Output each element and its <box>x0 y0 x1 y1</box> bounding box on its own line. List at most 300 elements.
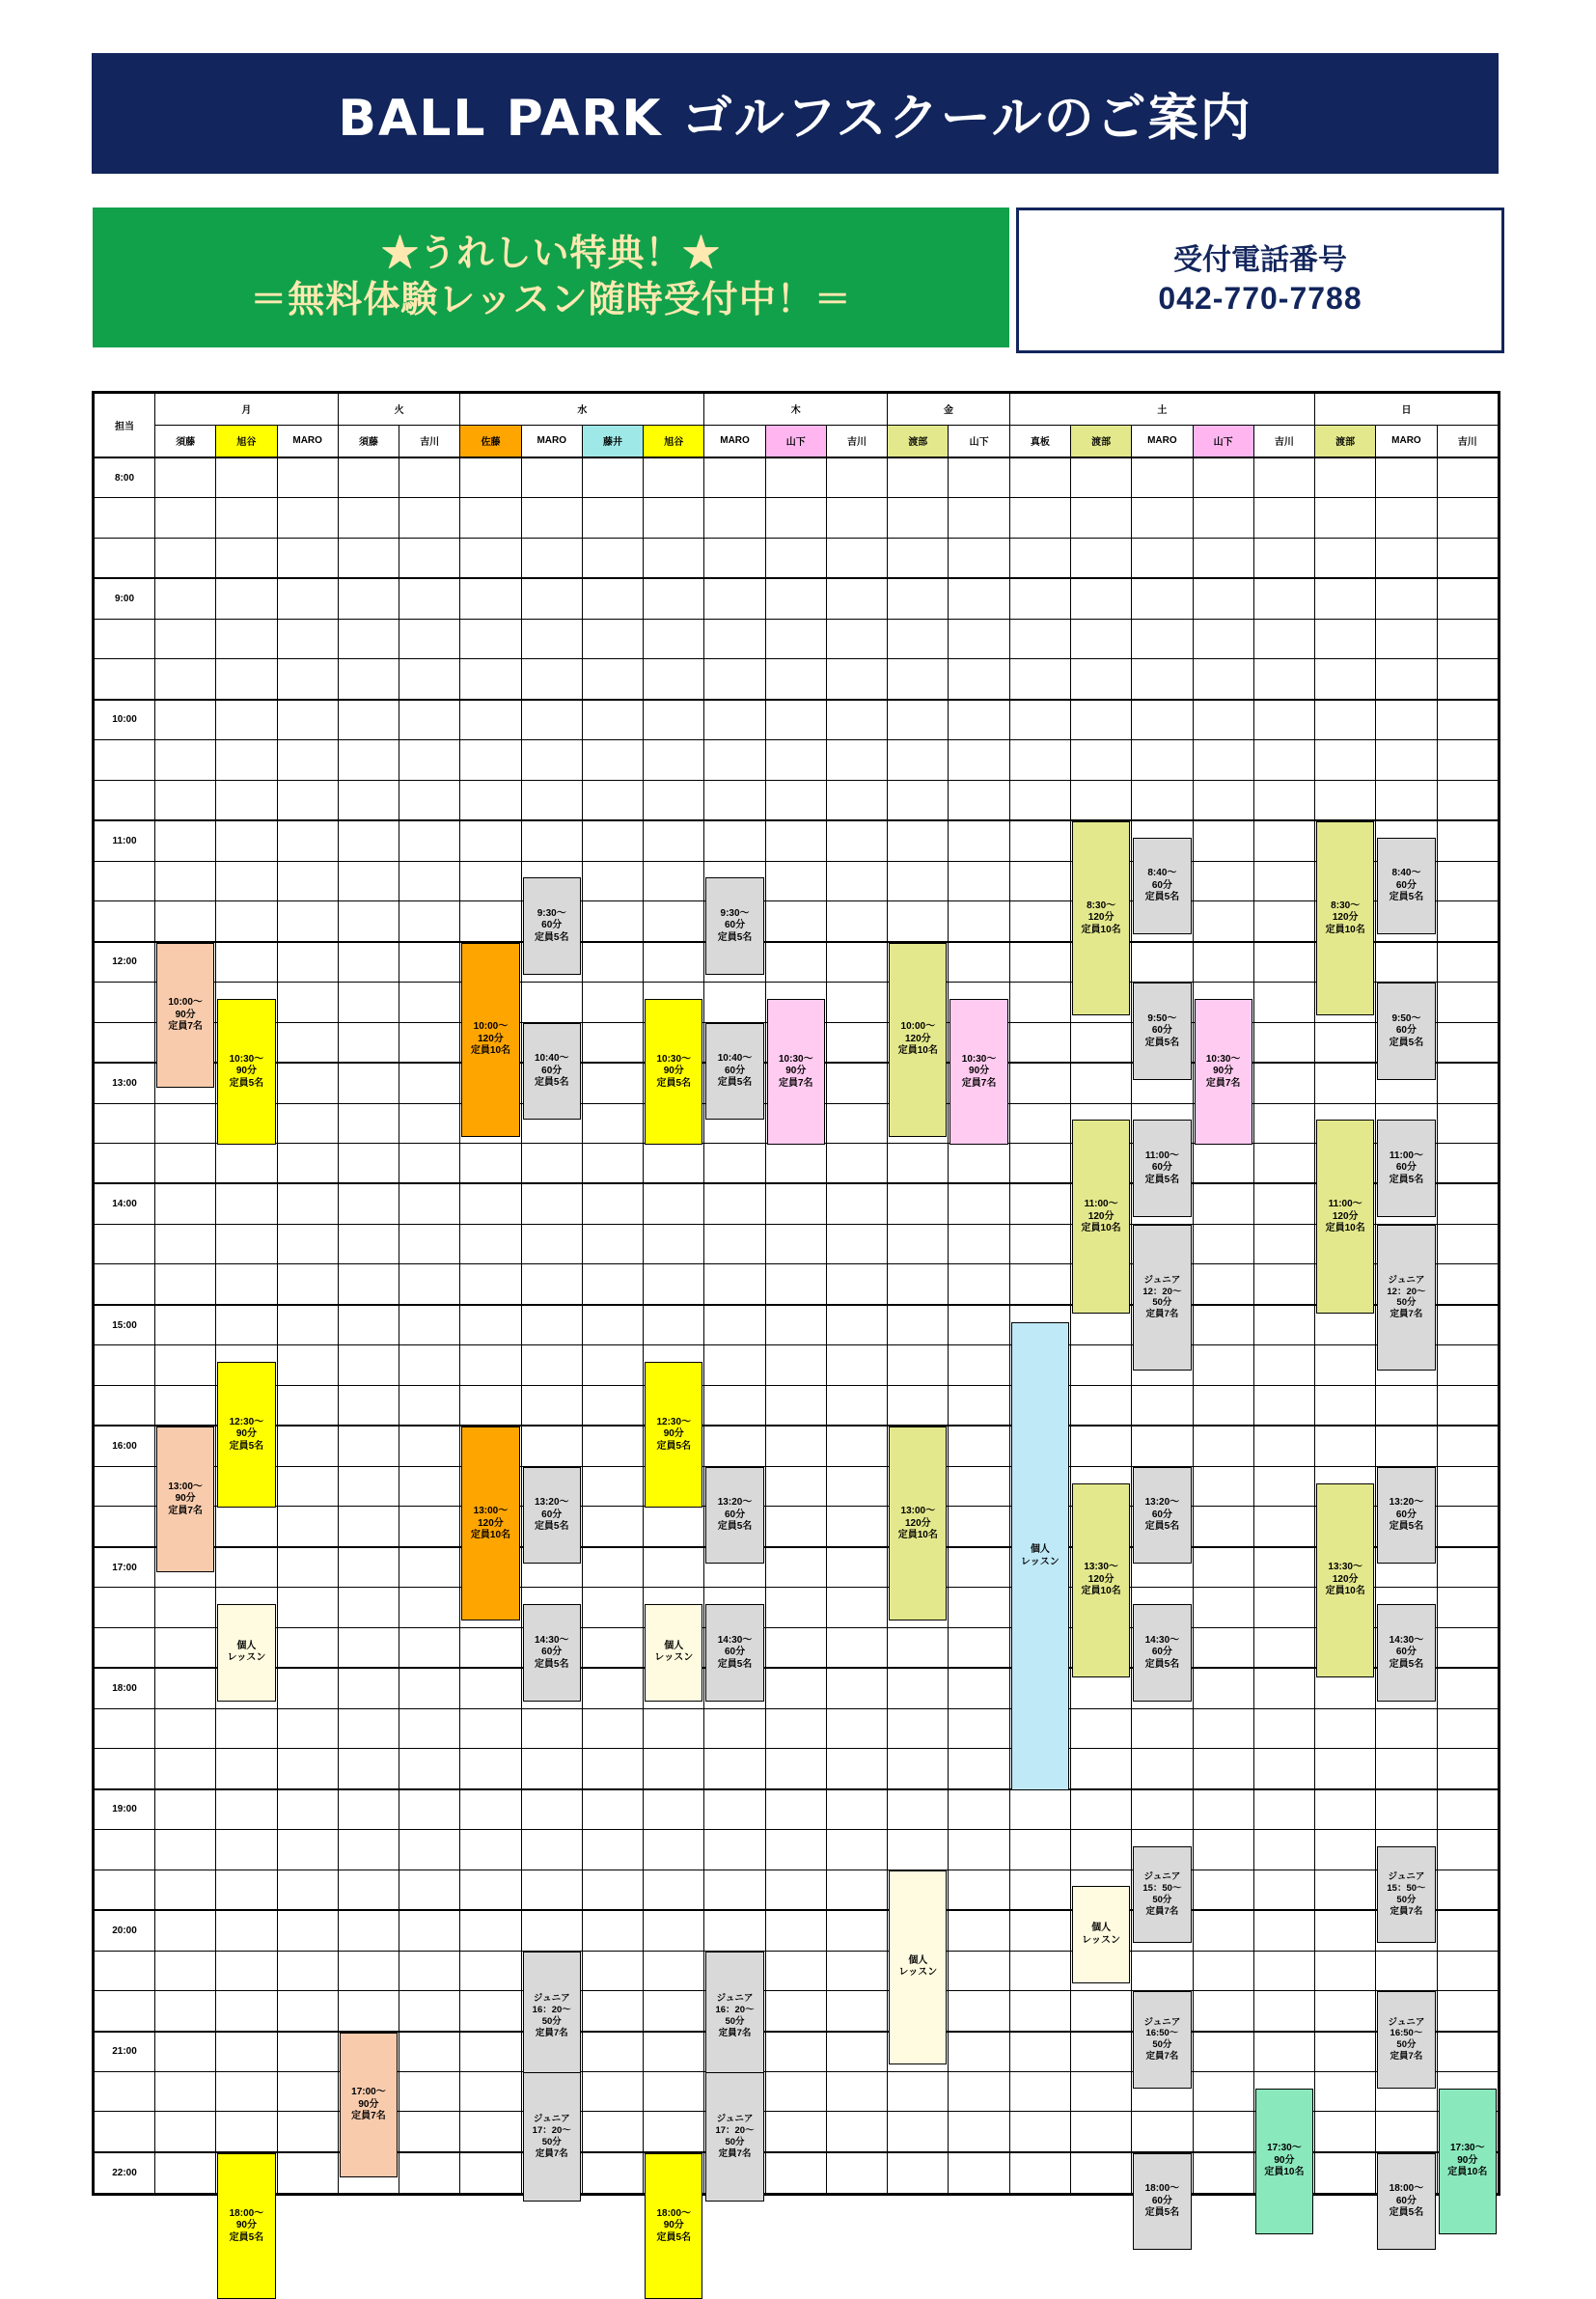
day-header: 日 <box>1315 394 1499 426</box>
schedule-cell <box>644 1305 704 1345</box>
schedule-cell <box>1009 538 1070 578</box>
schedule-cell <box>277 1668 338 1708</box>
schedule-cell <box>338 983 399 1022</box>
schedule-cell <box>1376 1789 1437 1830</box>
lesson-line: 定員10名 <box>1325 1586 1365 1597</box>
schedule-cell <box>277 1183 338 1224</box>
schedule-cell <box>644 578 704 619</box>
schedule-cell <box>155 2072 216 2112</box>
lesson-line: 定員7名 <box>1145 1906 1179 1918</box>
schedule-cell <box>399 942 460 983</box>
lesson-line: 50分 <box>1152 1297 1172 1309</box>
schedule-cell <box>949 1426 1009 1466</box>
time-label: 19:00 <box>95 1789 155 1830</box>
schedule-cell <box>765 1547 826 1588</box>
schedule-cell <box>582 1627 643 1668</box>
lesson-line: 定員7名 <box>1205 1077 1241 1089</box>
schedule-cell <box>1315 1466 1376 1597</box>
lesson-line: 120分 <box>1332 1210 1359 1222</box>
schedule-cell <box>155 780 216 820</box>
schedule-cell <box>338 740 399 780</box>
schedule-cell <box>277 1466 338 1506</box>
lesson-line: 10:30〜 <box>229 1053 264 1065</box>
lesson-line: 90分 <box>663 1066 684 1076</box>
schedule-cell <box>826 2112 887 2152</box>
schedule-cell <box>582 1708 643 1748</box>
schedule-cell <box>338 1507 399 1547</box>
schedule-cell <box>338 1225 399 1264</box>
schedule-cell <box>704 1264 765 1305</box>
schedule-cell <box>1132 1507 1193 1547</box>
lesson-line: ジュニア <box>1143 1871 1181 1883</box>
schedule-cell <box>155 1668 216 1708</box>
schedule-cell <box>277 1426 338 1466</box>
schedule-cell <box>644 1708 704 1748</box>
schedule-cell <box>521 457 582 498</box>
schedule-cell <box>949 457 1009 498</box>
schedule-cell <box>765 1507 826 1547</box>
schedule-cell <box>949 1789 1009 1830</box>
schedule-cell <box>521 780 582 820</box>
schedule-cell <box>765 2072 826 2112</box>
schedule-cell <box>1132 1991 1193 2063</box>
schedule-cell <box>460 700 521 740</box>
schedule-cell <box>888 1991 949 2032</box>
schedule-cell <box>1315 983 1376 1022</box>
schedule-cell <box>338 1345 399 1385</box>
schedule-cell <box>1315 1951 1376 1990</box>
schedule-cell <box>155 700 216 740</box>
schedule-cell <box>888 2152 949 2194</box>
lesson-block[interactable] <box>645 2153 702 2299</box>
lesson-line: 60分 <box>1151 1647 1172 1658</box>
schedule-cell <box>338 1022 399 1063</box>
time-label: 9:00 <box>95 578 155 619</box>
lesson-line: 9:30〜 <box>720 907 750 919</box>
schedule-cell <box>155 1951 216 1990</box>
lesson-line: 60分 <box>1395 1162 1417 1174</box>
schedule-cell <box>521 1910 582 1951</box>
schedule-cell <box>765 538 826 578</box>
schedule-cell <box>888 659 949 700</box>
schedule-cell <box>1193 1264 1253 1305</box>
schedule-cell <box>704 1789 765 1830</box>
lesson-line: ジュニア <box>1143 1274 1181 1286</box>
phone-box <box>1016 208 1504 353</box>
schedule-cell <box>155 578 216 619</box>
schedule-cell <box>338 659 399 700</box>
schedule-cell <box>1132 1063 1193 1103</box>
schedule-cell <box>1009 1466 1070 1506</box>
schedule-cell <box>155 901 216 942</box>
schedule-cell <box>1070 2072 1131 2112</box>
lesson-line: 50分 <box>1396 1297 1417 1309</box>
time-label: 12:00 <box>95 942 155 983</box>
lesson-line: 定員5名 <box>1144 1174 1180 1185</box>
schedule-cell <box>1009 2072 1070 2112</box>
schedule-cell <box>949 983 1009 1089</box>
schedule-cell <box>582 2032 643 2072</box>
schedule-cell <box>1315 1627 1376 1668</box>
schedule-cell <box>765 700 826 740</box>
schedule-cell <box>338 498 399 538</box>
schedule-cell <box>582 700 643 740</box>
schedule-cell <box>1253 2152 1314 2194</box>
schedule-cell <box>1376 1225 1437 1320</box>
schedule-cell <box>765 2112 826 2152</box>
lesson-line: 個人 <box>1030 1544 1050 1556</box>
schedule-cell <box>216 1991 277 2032</box>
schedule-cell <box>888 1668 949 1708</box>
schedule-cell <box>216 1183 277 1224</box>
lesson-line: 定員10名 <box>1325 1223 1365 1234</box>
schedule-cell <box>826 1225 887 1264</box>
schedule-cell <box>1009 1183 1070 1224</box>
lesson-line: ジュニア <box>1388 1274 1425 1286</box>
schedule-cell <box>1009 1103 1070 1143</box>
schedule-cell <box>826 780 887 820</box>
schedule-cell <box>644 2152 704 2243</box>
page-title: BALL PARK ゴルフスクールのご案内 <box>338 90 1252 148</box>
schedule-cell <box>949 1627 1009 1668</box>
schedule-cell <box>1070 1870 1131 1946</box>
schedule-cell <box>1376 1588 1437 1670</box>
lesson-line: 10:30〜 <box>656 1053 692 1065</box>
schedule-cell <box>277 1547 338 1588</box>
schedule-cell <box>460 1305 521 1345</box>
lesson-line: 60分 <box>724 1509 746 1520</box>
schedule-cell <box>765 1466 826 1506</box>
schedule-cell <box>1132 1103 1193 1185</box>
schedule-cell <box>1437 1022 1498 1063</box>
schedule-cell <box>1376 619 1437 658</box>
schedule-cell <box>1193 1951 1253 1990</box>
schedule-cell <box>949 1910 1009 1951</box>
day-header: 金 <box>888 394 1010 426</box>
schedule-cell <box>1437 1385 1498 1426</box>
schedule-cell <box>826 1668 887 1708</box>
schedule-cell <box>399 740 460 780</box>
time-label: 11:00 <box>95 820 155 861</box>
schedule-cell <box>1315 1345 1376 1385</box>
schedule-cell <box>460 1426 521 1541</box>
schedule-cell <box>277 700 338 740</box>
schedule-cell <box>1376 1063 1437 1103</box>
schedule-cell <box>338 1789 399 1830</box>
schedule-cell <box>338 1749 399 1789</box>
schedule-cell <box>1437 942 1498 983</box>
schedule-cell <box>1132 1830 1193 1918</box>
schedule-cell <box>155 1870 216 1910</box>
schedule-cell <box>521 1668 582 1708</box>
lesson-line: 50分 <box>1396 2039 1417 2051</box>
schedule-cell <box>1315 1385 1376 1426</box>
time-label: 17:00 <box>95 1547 155 1588</box>
schedule-cell <box>1132 1588 1193 1670</box>
lesson-line: 16:50〜 <box>1145 2028 1179 2039</box>
schedule-cell <box>1009 1910 1070 1951</box>
schedule-cell <box>1437 457 1498 498</box>
schedule-cell <box>399 1991 460 2032</box>
schedule-cell <box>338 1385 399 1426</box>
schedule-cell <box>1193 1991 1253 2032</box>
schedule-cell <box>460 1749 521 1789</box>
schedule-cell <box>1315 1789 1376 1830</box>
schedule-cell <box>1070 1305 1131 1345</box>
schedule-cell <box>1437 820 1498 861</box>
schedule-cell <box>644 2112 704 2152</box>
schedule-cell <box>277 1022 338 1063</box>
schedule-cell <box>1193 578 1253 619</box>
schedule-cell <box>1193 538 1253 578</box>
schedule-cell <box>1376 1022 1437 1063</box>
schedule-cell <box>644 1951 704 1990</box>
schedule-cell <box>1132 780 1193 820</box>
time-label: 10:00 <box>95 700 155 740</box>
time-label <box>95 1627 155 1668</box>
schedule-cell <box>1437 1305 1498 1345</box>
schedule-cell <box>399 2152 460 2194</box>
schedule-cell <box>216 578 277 619</box>
schedule-cell <box>1132 1426 1193 1466</box>
schedule-cell <box>338 1951 399 1990</box>
schedule-cell <box>1193 1627 1253 1668</box>
lesson-line: 50分 <box>1152 1895 1172 1906</box>
schedule-cell <box>826 1547 887 1588</box>
schedule-cell <box>399 861 460 900</box>
schedule-cell <box>1315 1305 1376 1345</box>
schedule-cell <box>826 1305 887 1345</box>
schedule-cell <box>704 1547 765 1588</box>
staff-header: MARO <box>1376 425 1437 457</box>
schedule-cell <box>1437 1547 1498 1588</box>
schedule-cell <box>521 901 582 942</box>
schedule-cell <box>1376 2152 1437 2219</box>
schedule-cell <box>521 1225 582 1264</box>
schedule-cell <box>1437 1103 1498 1143</box>
schedule-cell <box>582 1951 643 1990</box>
schedule-cell <box>582 457 643 498</box>
schedule-cell <box>1070 942 1131 983</box>
schedule-cell <box>1437 1708 1498 1748</box>
lesson-line: 定員5名 <box>1389 2207 1424 2219</box>
schedule-cell <box>888 1708 949 1748</box>
lesson-line: 9:50〜 <box>1391 1012 1421 1024</box>
schedule-cell <box>460 861 521 900</box>
lesson-line: 17：20〜 <box>715 2125 755 2137</box>
staff-header: 吉川 <box>1253 425 1314 457</box>
schedule-cell <box>155 498 216 538</box>
lesson-line: 個人 <box>664 1640 684 1651</box>
schedule-cell <box>1132 2152 1193 2219</box>
schedule-cell <box>1009 1022 1070 1063</box>
schedule-cell <box>1009 1749 1070 1789</box>
schedule-cell <box>582 1143 643 1183</box>
schedule-cell <box>704 578 765 619</box>
schedule-cell <box>582 578 643 619</box>
lesson-line: 9:50〜 <box>1147 1012 1177 1024</box>
schedule-cell <box>1253 942 1314 983</box>
schedule-cell <box>644 1385 704 1426</box>
lesson-line: 8:40〜 <box>1147 868 1177 879</box>
lesson-line: 13:00〜 <box>473 1506 509 1517</box>
time-label <box>95 1991 155 2032</box>
schedule-cell <box>1253 901 1314 942</box>
schedule-cell <box>155 1830 216 1870</box>
schedule-cell <box>582 1910 643 1951</box>
schedule-cell <box>399 1507 460 1547</box>
schedule-cell <box>704 2152 765 2194</box>
lesson-line: 17：20〜 <box>532 2125 571 2137</box>
schedule-cell <box>521 1022 582 1089</box>
schedule-cell <box>1132 659 1193 700</box>
schedule-cell <box>765 2032 826 2072</box>
time-label <box>95 780 155 820</box>
schedule-cell <box>704 1345 765 1385</box>
schedule-cell <box>765 619 826 658</box>
lesson-line: 定員10名 <box>1081 924 1121 935</box>
schedule-cell <box>460 942 521 1057</box>
schedule-cell <box>704 1385 765 1426</box>
schedule-cell <box>399 1103 460 1143</box>
lesson-line: 17:30〜 <box>1450 2143 1485 2154</box>
schedule-cell <box>1132 578 1193 619</box>
schedule-cell <box>277 538 338 578</box>
lesson-block[interactable] <box>217 2153 275 2299</box>
schedule-cell <box>1070 820 1131 935</box>
schedule-cell <box>1315 457 1376 498</box>
schedule-cell <box>277 1507 338 1547</box>
schedule-cell <box>1193 1870 1253 1910</box>
schedule-cell <box>1132 1708 1193 1748</box>
lesson-line: 60分 <box>1151 879 1172 891</box>
schedule-cell <box>765 1103 826 1143</box>
schedule-corner: 担当 <box>95 394 155 457</box>
staff-header: 吉川 <box>399 425 460 457</box>
lesson-line: ジュニア <box>716 2114 754 2125</box>
schedule-cell <box>216 1951 277 1990</box>
schedule-cell <box>277 2072 338 2112</box>
schedule-cell <box>826 619 887 658</box>
schedule-cell <box>1193 1183 1253 1224</box>
schedule-cell <box>216 1910 277 1951</box>
schedule-cell <box>644 2032 704 2072</box>
schedule-cell <box>582 1789 643 1830</box>
schedule-cell <box>1315 498 1376 538</box>
schedule-cell <box>338 780 399 820</box>
schedule-cell <box>949 1547 1009 1588</box>
schedule-cell <box>1376 1830 1437 1918</box>
schedule-cell <box>1253 740 1314 780</box>
schedule-cell <box>216 1103 277 1143</box>
schedule-cell <box>1315 1143 1376 1183</box>
schedule-cell <box>155 1022 216 1063</box>
time-label <box>95 1103 155 1143</box>
lesson-line: 14:30〜 <box>717 1634 753 1646</box>
lesson-line: 10:00〜 <box>473 1021 509 1033</box>
schedule-cell <box>399 498 460 538</box>
staff-header: 旭谷 <box>216 425 277 457</box>
time-label: 21:00 <box>95 2032 155 2072</box>
lesson-line: 定員7名 <box>1145 2051 1179 2063</box>
schedule-cell <box>1437 538 1498 578</box>
schedule-cell <box>1132 1951 1193 1990</box>
schedule-cell <box>216 659 277 700</box>
schedule-cell <box>1376 538 1437 578</box>
schedule-cell <box>460 538 521 578</box>
schedule-cell <box>1132 820 1193 903</box>
time-label <box>95 1749 155 1789</box>
schedule-cell <box>1376 1627 1437 1668</box>
lesson-line: 13:20〜 <box>1144 1497 1180 1509</box>
schedule-cell <box>1315 659 1376 700</box>
schedule-cell <box>1437 1749 1498 1789</box>
schedule-cell <box>1437 1264 1498 1305</box>
schedule-cell <box>704 780 765 820</box>
schedule-cell <box>582 983 643 1022</box>
schedule-cell <box>582 820 643 861</box>
schedule-cell <box>1070 1991 1131 2032</box>
lesson-line: 18:00〜 <box>656 2207 692 2219</box>
lesson-line: 60分 <box>724 920 746 931</box>
schedule-cell <box>704 1870 765 1910</box>
schedule-cell <box>1253 1627 1314 1668</box>
staff-header: MARO <box>704 425 765 457</box>
schedule-cell <box>888 861 949 900</box>
schedule-cell <box>1315 780 1376 820</box>
schedule-cell <box>826 1991 887 2032</box>
time-label: 15:00 <box>95 1305 155 1345</box>
schedule-cell <box>1132 2072 1193 2112</box>
schedule-cell <box>1315 700 1376 740</box>
schedule-cell <box>1009 1143 1070 1183</box>
schedule-cell <box>888 578 949 619</box>
schedule-cell <box>155 2112 216 2152</box>
schedule-cell <box>1437 2072 1498 2178</box>
schedule-cell <box>399 1789 460 1830</box>
schedule-cell <box>277 1588 338 1627</box>
schedule-cell <box>765 1345 826 1385</box>
schedule-cell <box>704 1668 765 1708</box>
schedule-cell <box>1132 619 1193 658</box>
schedule-cell <box>1070 1708 1131 1748</box>
lesson-line: 13:20〜 <box>1389 1497 1424 1509</box>
schedule-cell <box>1376 1466 1437 1533</box>
schedule-cell <box>888 1627 949 1668</box>
day-header: 火 <box>338 394 460 426</box>
lesson-block[interactable] <box>1377 2153 1435 2251</box>
lesson-block[interactable] <box>1133 2153 1191 2251</box>
schedule-cell <box>399 1143 460 1183</box>
time-label: 18:00 <box>95 1668 155 1708</box>
schedule-cell <box>644 1507 704 1547</box>
schedule-cell <box>704 1507 765 1547</box>
schedule-cell <box>704 1910 765 1951</box>
schedule-cell <box>1009 942 1070 983</box>
schedule-cell <box>155 1910 216 1951</box>
lesson-line: 60分 <box>1151 2195 1172 2206</box>
lesson-line: 90分 <box>969 1066 990 1076</box>
schedule-cell <box>155 1507 216 1547</box>
schedule-cell <box>277 1789 338 1830</box>
lesson-line: 定員7名 <box>1390 1309 1423 1320</box>
schedule-cell <box>644 1063 704 1103</box>
schedule-cell <box>1193 1385 1253 1426</box>
lesson-line: 120分 <box>478 1033 504 1044</box>
time-label <box>95 1588 155 1627</box>
lesson-line: 定員5名 <box>1389 892 1424 903</box>
schedule-cell <box>1376 1103 1437 1185</box>
